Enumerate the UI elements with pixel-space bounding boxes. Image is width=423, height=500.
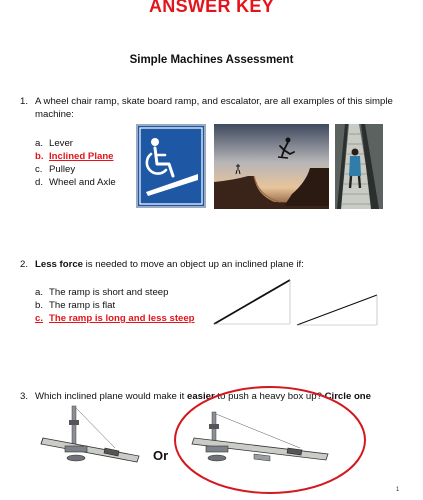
q3-instruction: Circle one	[324, 391, 371, 402]
q2-number: 2.	[20, 259, 29, 270]
gentle-ramp-diagram	[295, 292, 380, 328]
q1-option-a: Lever	[49, 138, 73, 149]
q1-option-c: Pulley	[49, 164, 76, 175]
q1-option-b-correct: Inclined Plane	[49, 151, 114, 162]
page-title: Simple Machines Assessment	[129, 54, 294, 66]
q2-option-b: The ramp is flat	[49, 300, 116, 311]
q3-text-before: Which inclined plane would make it	[35, 391, 187, 402]
q3-bold-word: easier	[186, 391, 215, 402]
q2-option-a-letter: a.	[35, 287, 44, 298]
steep-incline-apparatus	[35, 398, 145, 468]
or-label: Or	[153, 448, 169, 463]
q1-option-a-letter: a.	[35, 138, 44, 149]
steep-ramp-diagram	[213, 277, 293, 327]
page-number: 1	[396, 487, 400, 493]
q2-text-rest: is needed to move an object up an inclined plane if:	[83, 259, 304, 270]
q2-option-c-correct: The ramp is long and less steep	[49, 313, 195, 324]
answer-circle	[172, 384, 368, 496]
q2-option-c-letter: c.	[35, 313, 44, 324]
q1-option-b-letter: b.	[35, 151, 44, 162]
q2-bold-lead: Less force	[35, 259, 83, 270]
q1-option-d: Wheel and Axle	[49, 177, 116, 188]
q1-option-d-letter: d.	[35, 177, 44, 188]
wheelchair-ramp-sign-image	[136, 124, 206, 208]
q1-number: 1.	[20, 96, 29, 107]
q2-option-a: The ramp is short and steep	[49, 287, 169, 298]
q2-text	[35, 258, 405, 271]
q3-number: 3.	[20, 391, 29, 402]
skateboard-ramp-photo	[214, 124, 329, 209]
q2-option-b-letter: b.	[35, 300, 44, 311]
q1-option-c-letter: c.	[35, 164, 43, 175]
escalator-photo	[335, 124, 383, 209]
q1-text: A wheel chair ramp, skate board ramp, and escalator, are all examples of this simple machine:	[35, 96, 393, 120]
q3-text-after: to push a heavy box up?	[214, 391, 325, 402]
answer-key-heading: ANSWER KEY	[148, 0, 274, 16]
